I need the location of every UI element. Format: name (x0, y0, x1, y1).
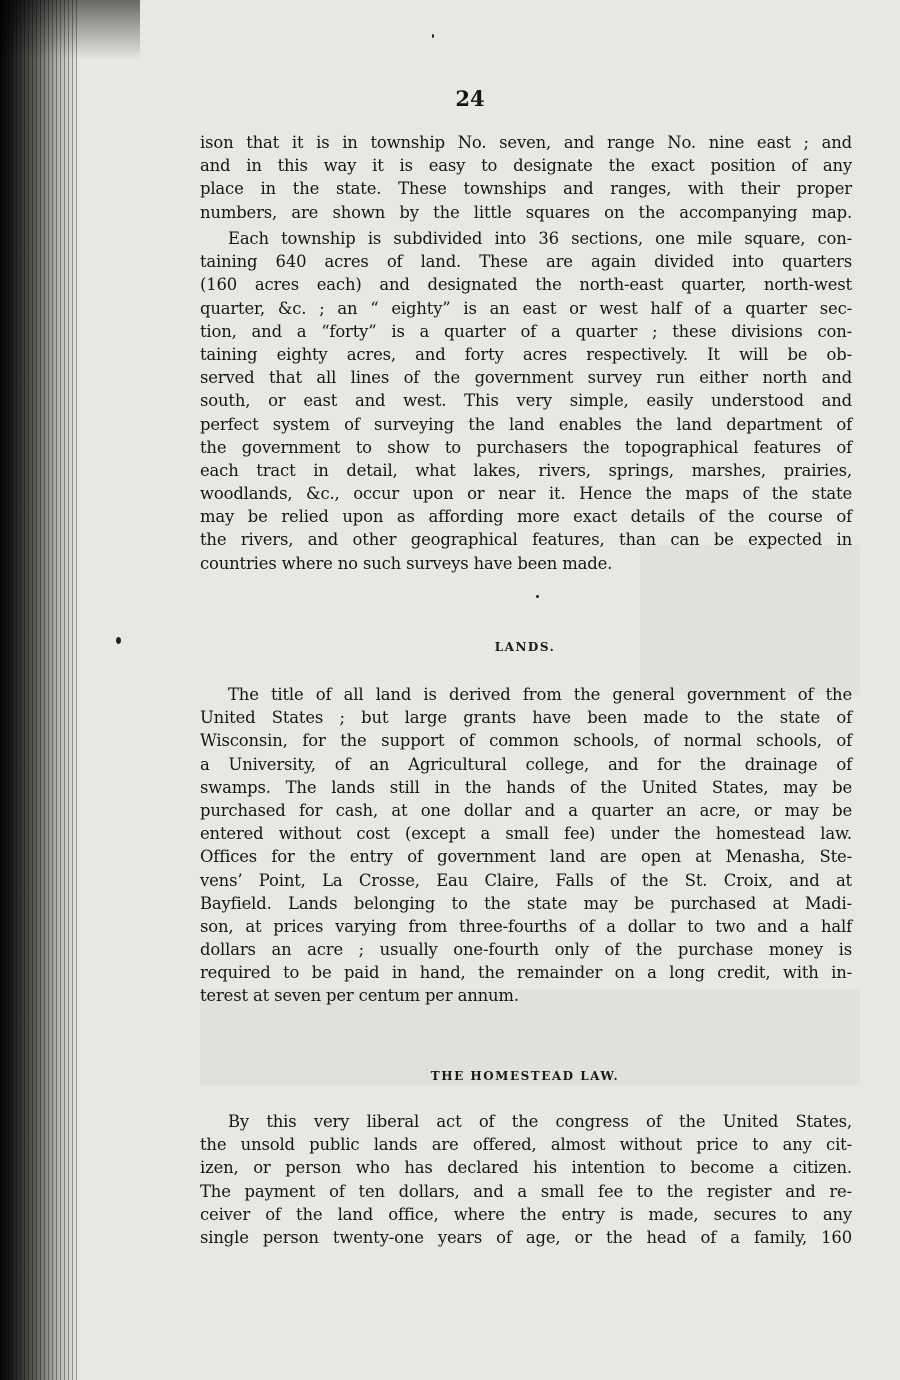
book-spine-edge (0, 0, 78, 1380)
paragraph-homestead (200, 1110, 852, 1249)
text-line: and in this way it is easy to designate the exact position of any (200, 156, 852, 176)
paragraph-lands (200, 683, 852, 1008)
text-line: United States ; but large grants have been made to the state of (200, 708, 852, 728)
ink-speck (432, 34, 434, 38)
text-line: the government to show to purchasers the topographical features of (200, 437, 852, 457)
section-heading-homestead-law: THE HOMESTEAD LAW. (430, 1069, 620, 1083)
text-line: izen, or person who has declared his intention to become a citizen. (200, 1158, 852, 1178)
text-line: son, at prices varying from three-fourths of a dollar to two and a half (200, 916, 852, 936)
text-line: a University, of an Agricultural college, and for the drainage of (200, 754, 852, 774)
text-line: ceiver of the land office, where the entry is made, secures to any (200, 1204, 852, 1224)
paragraph-township-continuation (200, 131, 852, 224)
text-line: taining eighty acres, and forty acres respectively. It will be ob- (200, 344, 852, 364)
text-line: vens’ Point, La Crosse, Eau Claire, Falls of the St. Croix, and at (200, 870, 852, 890)
text-line: tion, and a “forty” is a quarter of a quarter ; these divisions con- (200, 321, 852, 341)
text-line: Bayfield. Lands belonging to the state may be purchased at Madi- (200, 893, 852, 913)
text-line: numbers, are shown by the little squares on the accompanying map. (200, 202, 852, 222)
text-line: purchased for cash, at one dollar and a quarter an acre, or may be (200, 800, 852, 820)
text-line: dollars an acre ; usually one-fourth only of the purchase money is (200, 940, 852, 960)
text-line: place in the state. These townships and ranges, with their proper (200, 179, 852, 199)
corner-shadow (0, 0, 140, 60)
text-line: each tract in detail, what lakes, rivers, springs, marshes, prairies, (200, 460, 852, 480)
page-edges (0, 0, 78, 1380)
text-line: swamps. The lands still in the hands of the United States, may be (200, 777, 852, 797)
text-line: Each township is subdivided into 36 sections, one mile square, con- (228, 229, 852, 248)
section-heading-lands: LANDS. (494, 640, 556, 654)
text-line: (160 acres each) and designated the north-east quarter, north-west (200, 275, 852, 295)
text-line: taining 640 acres of land. These are again divided into quarters (200, 252, 852, 272)
text-line: Offices for the entry of government land are open at Menasha, Ste- (200, 847, 852, 867)
paragraph-sections (200, 227, 852, 575)
text-line: quarter, &c. ; an “ eighty” is an east or west half of a quarter sec- (200, 298, 852, 318)
ink-speck (536, 595, 539, 598)
text-line: south, or east and west. This very simple, easily understood and (200, 391, 852, 411)
text-line: the unsold public lands are offered, almost without price to any cit- (200, 1135, 852, 1155)
text-line: The title of all land is derived from the general government of the (228, 685, 852, 704)
text-line: ison that it is in township No. seven, and range No. nine east ; and (200, 133, 852, 152)
text-line: By this very liberal act of the congress of the United States, (228, 1112, 852, 1131)
text-line: single person twenty-one years of age, or the head of a family, 160 (200, 1227, 852, 1247)
text-line: the rivers, and other geographical features, than can be expected in (200, 530, 852, 550)
text-line: served that all lines of the government survey run either north and (200, 368, 852, 388)
text-line: The payment of ten dollars, and a small fee to the register and re- (200, 1181, 852, 1201)
text-line: entered without cost (except a small fee) under the homestead law. (200, 824, 852, 844)
text-line: may be relied upon as affording more exact details of the course of (200, 507, 852, 527)
text-line: woodlands, &c., occur upon or near it. Hence the maps of the state (200, 484, 852, 504)
page-number: 24 (455, 86, 485, 111)
text-line: perfect system of surveying the land enables the land department of (200, 414, 852, 434)
text-line: terest at seven per centum per annum. (200, 986, 519, 1006)
text-line: required to be paid in hand, the remainder on a long credit, with in- (200, 963, 852, 983)
text-line: countries where no such surveys have been made. (200, 553, 613, 573)
text-line: Wisconsin, for the support of common schools, of normal schools, of (200, 731, 852, 751)
